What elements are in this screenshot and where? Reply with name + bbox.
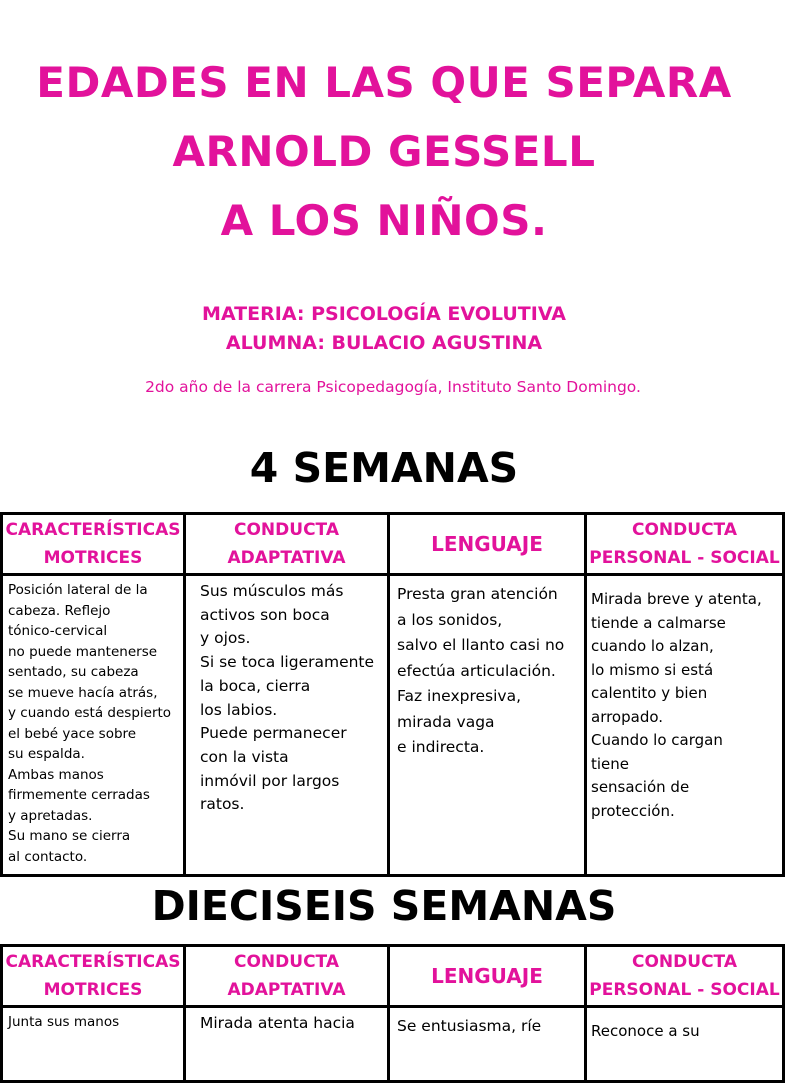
cell-personal-social bbox=[586, 1007, 784, 1082]
cell-personal-social bbox=[586, 575, 784, 876]
header-text: MOTRICES bbox=[43, 980, 143, 1000]
cell-text-line: firmemente cerradas bbox=[8, 787, 150, 803]
header-lenguaje bbox=[389, 946, 586, 1007]
cell-text-line: inmóvil por largos bbox=[200, 771, 340, 790]
header-text: PERSONAL - SOCIAL bbox=[589, 548, 780, 568]
section-heading-dieciseis-semanas: DIECISEIS SEMANAS bbox=[151, 882, 617, 930]
cell-text-line: Su mano se cierra bbox=[8, 828, 131, 844]
table-row bbox=[2, 575, 784, 876]
cell-text-line: Faz inexpresiva, bbox=[397, 687, 522, 705]
cell-text-line: salvo el llanto casi no bbox=[397, 636, 565, 654]
cell-adaptativa bbox=[185, 1007, 389, 1082]
cell-text-line: tónico-cervical bbox=[8, 623, 108, 639]
cell-text-line: los labios. bbox=[200, 700, 278, 719]
cell-text-line: Se entusiasma, ríe bbox=[397, 1017, 542, 1035]
header-text: ADAPTATIVA bbox=[227, 548, 346, 568]
cell-text-line: sentado, su cabeza bbox=[8, 664, 139, 680]
cell-text-line: tiene bbox=[591, 754, 630, 773]
cell-motrices bbox=[2, 1007, 185, 1082]
header-conducta-adaptativa bbox=[185, 514, 389, 575]
header-lenguaje bbox=[389, 514, 586, 575]
cell-text-line: cuando lo alzan, bbox=[591, 637, 714, 655]
cell-text-line: Mirada atenta hacia bbox=[200, 1014, 355, 1032]
header-text: CONDUCTA bbox=[632, 520, 737, 540]
cell-lenguaje bbox=[389, 575, 586, 876]
document-meta bbox=[0, 300, 768, 358]
cell-text-line: a los sonidos, bbox=[397, 610, 503, 629]
cell-text-line: Sus músculos más bbox=[200, 582, 344, 600]
title-line-3: A LOS NIÑOS. bbox=[220, 196, 548, 245]
section-heading-4-semanas: 4 SEMANAS bbox=[249, 444, 519, 492]
cell-text-line: Junta sus manos bbox=[8, 1014, 120, 1030]
table-4-semanas bbox=[0, 512, 785, 877]
header-text: CONDUCTA bbox=[234, 952, 339, 972]
header-conducta-adaptativa bbox=[185, 946, 389, 1007]
cell-text-line: Presta gran atención bbox=[397, 585, 558, 603]
cell-motrices bbox=[2, 575, 185, 876]
cell-text-line: cabeza. Reflejo bbox=[8, 602, 111, 619]
cell-text-line: Ambas manos bbox=[8, 766, 104, 783]
cell-text-line: y ojos. bbox=[200, 629, 251, 648]
header-text: CONDUCTA bbox=[234, 520, 339, 540]
cell-text-line: su espalda. bbox=[8, 746, 85, 762]
cell-text-line: sensación de bbox=[591, 778, 690, 796]
table-header-row bbox=[2, 946, 784, 1007]
cell-text-line: Puede permanecer bbox=[200, 724, 347, 743]
course-note: 2do año de la carrera Psicopedagogía, Instituto Santo Domingo. bbox=[145, 378, 641, 396]
cell-text-line: la boca, cierra bbox=[200, 676, 311, 695]
header-text: MOTRICES bbox=[43, 548, 143, 568]
cell-text-line: Mirada breve y atenta, bbox=[591, 590, 762, 608]
cell-text-line: efectúa articulación. bbox=[397, 661, 556, 680]
cell-text-line: calentito y bien bbox=[591, 684, 708, 702]
cell-text-line: Si se toca ligeramente bbox=[200, 653, 375, 672]
cell-adaptativa bbox=[185, 575, 389, 876]
cell-text-line: no puede mantenerse bbox=[8, 643, 158, 660]
table-dieciseis-semanas bbox=[0, 944, 785, 1083]
cell-lenguaje bbox=[389, 1007, 586, 1082]
cell-text-line: tiende a calmarse bbox=[591, 613, 726, 632]
cell-text-line: mirada vaga bbox=[397, 712, 495, 731]
cell-text-line: e indirecta. bbox=[397, 738, 485, 756]
table-row bbox=[2, 1007, 784, 1082]
cell-text-line: con la vista bbox=[200, 747, 289, 766]
cell-text-line: Reconoce a su bbox=[591, 1022, 700, 1040]
header-text: ADAPTATIVA bbox=[227, 980, 346, 1000]
cell-text-line: y cuando está despierto bbox=[8, 705, 172, 721]
header-conducta-personal-social bbox=[586, 946, 784, 1007]
document-title bbox=[0, 48, 768, 255]
title-line-2: ARNOLD GESSELL bbox=[172, 127, 596, 176]
cell-text-line: Cuando lo cargan bbox=[591, 731, 723, 749]
subject-line: MATERIA: PSICOLOGÍA EVOLUTIVA bbox=[202, 303, 566, 325]
cell-text-line: se mueve hacía atrás, bbox=[8, 684, 158, 701]
header-text: LENGUAJE bbox=[431, 964, 543, 988]
header-text: CARACTERÍSTICAS bbox=[5, 520, 181, 540]
cell-text-line: Posición lateral de la bbox=[8, 582, 148, 598]
cell-text-line: y apretadas. bbox=[8, 807, 93, 824]
cell-text-line: arropado. bbox=[591, 707, 664, 726]
header-text: LENGUAJE bbox=[431, 532, 543, 556]
cell-text-line: el bebé yace sobre bbox=[8, 725, 137, 742]
header-text: CARACTERÍSTICAS bbox=[5, 952, 181, 972]
table-header-row bbox=[2, 514, 784, 575]
header-caracteristicas-motrices bbox=[2, 946, 185, 1007]
student-line: ALUMNA: BULACIO AGUSTINA bbox=[225, 332, 543, 354]
header-text: PERSONAL - SOCIAL bbox=[589, 980, 780, 1000]
header-text: CONDUCTA bbox=[632, 952, 737, 972]
cell-text-line: al contacto. bbox=[8, 848, 88, 865]
header-caracteristicas-motrices bbox=[2, 514, 185, 575]
cell-text-line: ratos. bbox=[200, 795, 245, 814]
cell-text-line: activos son boca bbox=[200, 605, 330, 624]
cell-text-line: protección. bbox=[591, 801, 675, 820]
header-conducta-personal-social bbox=[586, 514, 784, 575]
cell-text-line: lo mismo si está bbox=[591, 660, 714, 679]
title-line-1: EDADES EN LAS QUE SEPARA bbox=[36, 58, 732, 107]
